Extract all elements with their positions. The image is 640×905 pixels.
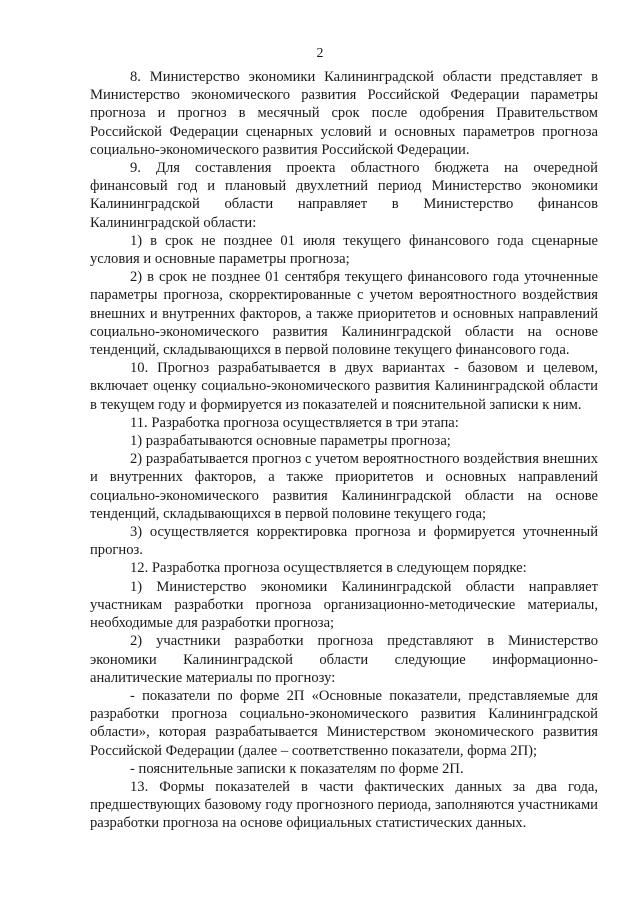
paragraph-11: 11. Разработка прогноза осуществляется в три этапа: <box>130 414 459 431</box>
paragraph-12: 12. Разработка прогноза осуществляется в следующем порядке: <box>130 560 527 577</box>
paragraph-10: 10. Прогноз разрабатывается в двух вариантах - базовом и целевом, включает оценку социально-экономического развития Калининградской области в текущем году и формируется из показателей и пояснительной записки к ним. <box>90 360 598 413</box>
document-body <box>90 68 598 833</box>
paragraph-9-item-1: 1) в срок не позднее 01 июля текущего финансового года сценарные условия и основные параметры прогноза; <box>90 232 598 268</box>
paragraph-12-dash-1: - показатели по форме 2П «Основные показатели, представляемые для разработки прогноза социально-экономического развития Калининградской области», которая разрабатывается Министерством экономического развития Российской Федерации (далее – соответственно показатели, форма 2П); <box>90 687 598 759</box>
paragraph-12-dash-2: - пояснительные записки к показателям по форме 2П. <box>130 760 464 777</box>
paragraph-8: 8. Министерство экономики Калининградской области представляет в Министерство экономического развития Российской Федерации параметры прогноза и прогноз в месячный срок после одобрения Правительством Российской Федерации сценарных условий и основных параметров прогноза социально-экономического развития Российской Федерации. <box>90 69 598 158</box>
paragraph-11-item-1: 1) разрабатываются основные параметры прогноза; <box>130 433 451 450</box>
paragraph-12-item-1: 1) Министерство экономики Калининградской области направляет участникам разработки прогноза организационно-методические материалы, необходимые для разработки прогноза; <box>90 578 598 632</box>
paragraph-12-item-2: 2) участники разработки прогноза представляют в Министерство экономики Калининградской области следующие информационно-аналитические материалы по прогнозу: <box>90 633 598 686</box>
paragraph-11-item-2: 2) разрабатывается прогноз с учетом вероятностного воздействия внешних и внутренних факторов, а также приоритетов и основных направлений социально-экономического развития Калининградской области на основе тенденций, складывающихся в первой половине текущего года; <box>90 451 598 522</box>
paragraph-9-item-2: 2) в срок не позднее 01 сентября текущего финансового года уточненные параметры прогноза, скорректированные с учетом вероятностного воздействия внешних и внутренних факторов, а также приоритетов и основных направлений социально-экономического развития Калининградской области на основе тенденций, складывающихся в первой половине текущего финансового года. <box>90 269 598 359</box>
paragraph-13: 13. Формы показателей в части фактических данных за два года, предшествующих базовому году прогнозного периода, заполняются участниками разработки прогноза на основе официальных статистических данных. <box>90 778 598 832</box>
page-number: 2 <box>316 46 324 61</box>
paragraph-9: 9. Для составления проекта областного бюджета на очередной финансовый год и плановый двухлетний период Министерство экономики Калининградской области направляет в Министерство финансов Калининградской области: <box>90 160 598 231</box>
paragraph-11-item-3: 3) осуществляется корректировка прогноза и формируется уточненный прогноз. <box>90 524 598 559</box>
